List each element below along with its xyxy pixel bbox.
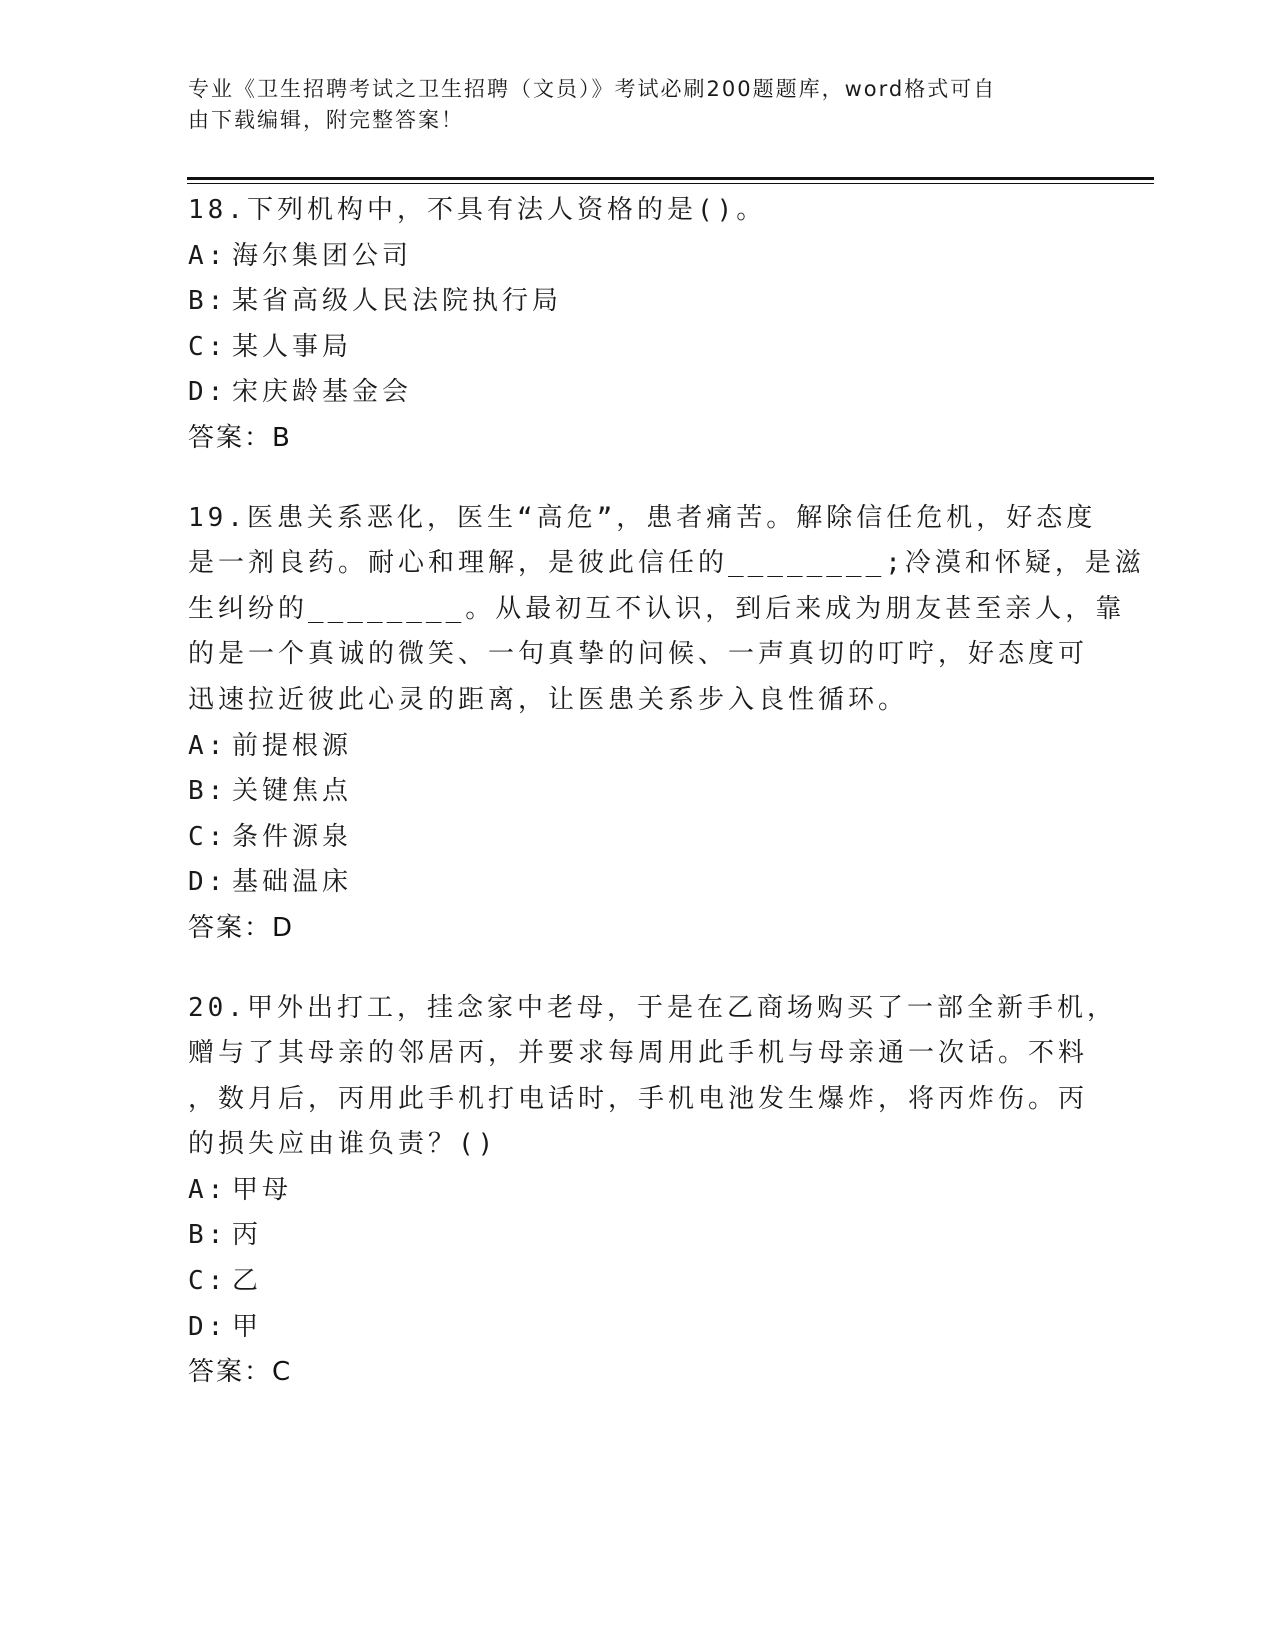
stem-line: 的损失应由谁负责？() — [188, 1129, 498, 1160]
option-b — [188, 279, 1078, 325]
option-letter: A: — [188, 730, 228, 761]
stem-line: 赠与了其母亲的邻居丙，并要求每周用此手机与母亲通一次话。不料 — [188, 1038, 1089, 1069]
option-text: 条件源泉 — [232, 821, 353, 852]
header-divider-thick — [187, 177, 1154, 180]
stem-line: 是一剂良药。耐心和理解，是彼此信任的________;冷漠和怀疑，是滋 — [188, 548, 1145, 579]
header-line-1: 专业《卫生招聘考试之卫生招聘（文员）》考试必刷200题题库，word格式可自 — [188, 77, 997, 101]
option-d — [188, 1305, 1078, 1351]
question-stem — [188, 188, 1078, 234]
answer-label: 答案：B — [188, 422, 292, 453]
option-letter: A: — [188, 1174, 228, 1205]
option-b — [188, 1213, 1078, 1259]
option-text: 关键焦点 — [232, 776, 353, 807]
question-19 — [188, 496, 1145, 952]
option-d — [188, 860, 1078, 906]
document-header — [188, 74, 1068, 136]
option-text: 宋庆龄基金会 — [232, 377, 413, 408]
option-letter: B: — [188, 286, 228, 317]
question-20 — [188, 986, 1117, 1396]
option-a — [188, 1168, 1078, 1214]
stem-line: 18.下列机构中，不具有法人资格的是()。 — [188, 195, 767, 225]
option-a — [188, 724, 1078, 770]
option-letter: D: — [188, 377, 228, 408]
question-stem — [188, 496, 1145, 724]
question-list — [188, 188, 1145, 1430]
option-text: 丙 — [232, 1220, 263, 1251]
option-letter: B: — [188, 776, 228, 807]
option-c — [188, 1259, 1078, 1305]
option-d — [188, 370, 1078, 416]
stem-line: 迅速拉近彼此心灵的距离，让医患关系步入良性循环。 — [188, 684, 909, 715]
option-c — [188, 325, 1078, 371]
question-stem — [188, 986, 1117, 1168]
option-letter: D: — [188, 1311, 228, 1342]
option-letter: C: — [188, 821, 228, 852]
option-b — [188, 769, 1078, 815]
question-18 — [188, 188, 1078, 462]
stem-line: 19.医患关系恶化，医生“高危”，患者痛苦。解除信任危机，好态度 — [188, 502, 1097, 533]
option-text: 基础温床 — [232, 867, 353, 898]
header-line-2: 由下载编辑，附完整答案！ — [188, 108, 464, 132]
option-a — [188, 234, 1078, 280]
option-c — [188, 815, 1078, 861]
stem-line: 的是一个真诚的微笑、一句真挚的问候、一声真切的叮咛，好态度可 — [188, 639, 1089, 670]
option-letter: A: — [188, 240, 228, 271]
option-text: 乙 — [232, 1266, 263, 1297]
option-text: 甲母 — [232, 1174, 293, 1205]
option-letter: D: — [188, 867, 228, 898]
option-letter: C: — [188, 1266, 228, 1297]
option-letter: C: — [188, 331, 228, 362]
option-text: 某人事局 — [232, 331, 353, 362]
option-text: 前提根源 — [232, 730, 353, 761]
option-letter: B: — [188, 1220, 228, 1251]
stem-line: 生纠纷的________。从最初互不认识，到后来成为朋友甚至亲人，靠 — [188, 593, 1126, 624]
stem-line: ，数月后，丙用此手机打电话时，手机电池发生爆炸，将丙炸伤。丙 — [188, 1083, 1089, 1114]
answer-label: 答案：C — [188, 1357, 293, 1388]
header-divider-thin — [187, 183, 1154, 184]
option-text: 甲 — [232, 1311, 263, 1342]
option-text: 某省高级人民法院执行局 — [232, 286, 563, 317]
answer-label: 答案：D — [188, 912, 295, 943]
stem-line: 20.甲外出打工，挂念家中老母，于是在乙商场购买了一部全新手机， — [188, 992, 1117, 1023]
option-text: 海尔集团公司 — [232, 240, 413, 271]
